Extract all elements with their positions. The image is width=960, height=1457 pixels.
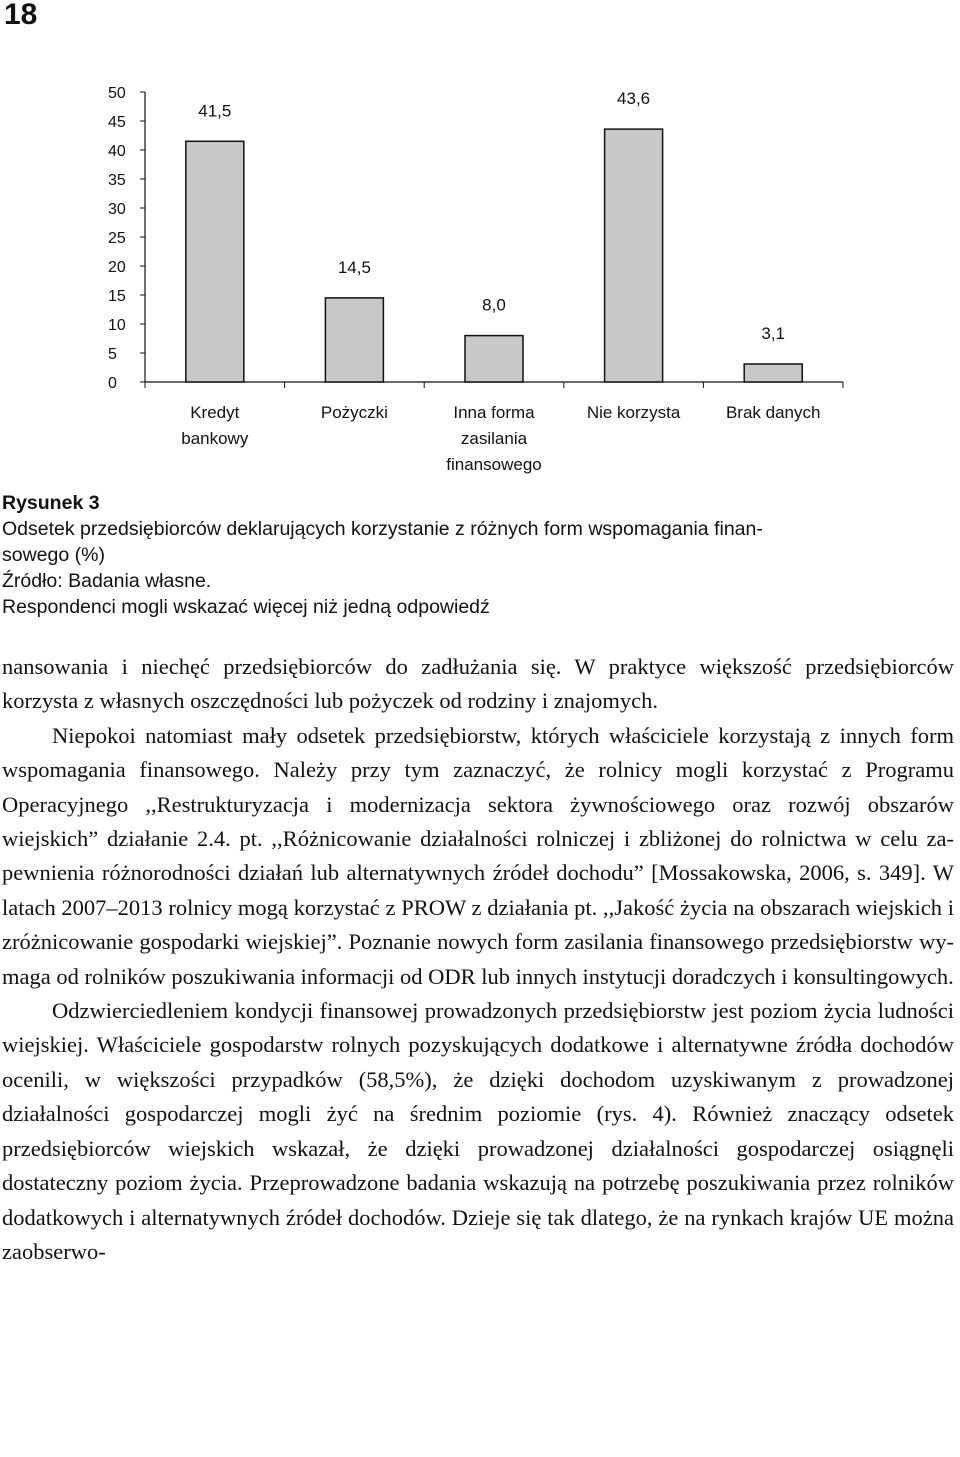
category-label-line: Inna forma bbox=[453, 403, 535, 422]
paragraph-3: Odzwierciedleniem kondycji finansowej prowadzonych przedsiębiorstw jest poziom życia ludności wiejskiej. Właściciele gospodarstw rolnych pozyskujących dodatkowe i alternatywne źródła dochodów ocenili, w większości przypadków (58,5%), że dzięki dochodom uzyskiwanym z prowadzonej działalności gospodarczej mogli żyć na średnim poziomie (rys. 4). Również znaczący odsetek przedsiębiorców wiejskich wskazał, że dzięki prowadzonej działalności gospodarczej osiągnęli dostateczny poziom życia. Przeprowadzone badania wskazują na potrzebę poszukiwania przez rolników dodatkowych i alternatywnych źródeł dochodów. Dzieje się tak dlatego, że na rynkach krajów UE można zaobserwo- bbox=[2, 998, 954, 1264]
figure-source: Źródło: Badania własne. bbox=[2, 570, 212, 592]
body-text bbox=[2, 650, 954, 1269]
category-label-line: bankowy bbox=[181, 429, 249, 448]
y-tick-label: 45 bbox=[108, 114, 126, 131]
bars bbox=[186, 129, 802, 382]
bar bbox=[744, 364, 802, 382]
category-label bbox=[587, 403, 681, 422]
figure-caption bbox=[2, 490, 952, 620]
value-label: 14,5 bbox=[337, 257, 371, 277]
y-tick-label: 50 bbox=[108, 85, 126, 102]
paragraph-1: nansowania i niechęć przedsiębiorców do zadłużania się. W praktyce większość przedsiębiorców korzysta z własnych oszczędności lub pożyczek od rodziny i znajomych. bbox=[2, 654, 954, 714]
bar bbox=[325, 298, 383, 382]
category-label-line: Nie korzysta bbox=[586, 403, 681, 422]
x-axis bbox=[145, 382, 843, 388]
category-label bbox=[321, 403, 388, 422]
category-label-line: Brak danych bbox=[725, 403, 821, 422]
y-tick-label: 5 bbox=[108, 346, 117, 363]
bar bbox=[465, 336, 523, 382]
figure-description-line1: Odsetek przedsiębiorców deklarujących korzystanie z różnych form wspomagania finan- bbox=[2, 518, 763, 540]
category-label-line: finansowego bbox=[446, 455, 542, 474]
value-label: 41,5 bbox=[198, 101, 232, 121]
category-label bbox=[446, 403, 541, 474]
category-labels bbox=[181, 403, 820, 474]
figure-note: Respondenci mogli wskazać więcej niż jedną odpowiedź bbox=[2, 596, 490, 618]
y-tick-label: 20 bbox=[108, 259, 126, 276]
figure-title: Rysunek 3 bbox=[2, 492, 100, 514]
y-tick-label: 0 bbox=[108, 375, 117, 392]
y-axis bbox=[108, 85, 145, 392]
category-label bbox=[726, 403, 821, 422]
y-tick-label: 25 bbox=[108, 230, 126, 247]
y-tick-label: 10 bbox=[108, 317, 126, 334]
y-tick-label: 30 bbox=[108, 201, 126, 218]
value-labels bbox=[198, 89, 785, 343]
y-tick-label: 40 bbox=[108, 143, 126, 160]
category-label bbox=[181, 403, 249, 448]
bar bbox=[186, 141, 244, 382]
paragraph-2: Niepokoi natomiast mały odsetek przedsiębiorstw, których właściciele korzystają z innych form wspomagania finansowego. Należy przy tym zaznaczyć, że rolnicy mogli korzystać z Programu Operacyjnego ,,Restrukturyzacja i modernizacja sektora żywnościowego oraz rozwój obszarów wiejskich” działanie 2.4. pt. ,,Różnicowanie działalności rolniczej i zbliżonej do rolnictwa w celu zapewnienia różnorodności działań lub alternatywnych źródeł dochodu” [Mossakowska, 2006, s. 349]. W latach 2007–2013 rolnicy mogą korzystać z PROW z działania pt. ,,Jakość życia na obszarach wiejskich i zróżnicowanie gospodarki wiejskiej”. Poznanie nowych form zasilania finansowego przedsiębiorstw wymaga od rolników poszukiwania informacji od ODR lub innych instytucji doradczych i konsultingowych. bbox=[2, 722, 954, 989]
bar-chart bbox=[0, 70, 960, 480]
category-label-line: Pożyczki bbox=[320, 403, 388, 422]
figure-description-line2: sowego (%) bbox=[2, 544, 105, 566]
y-tick-label: 35 bbox=[108, 172, 126, 189]
value-label: 3,1 bbox=[761, 324, 786, 344]
value-label: 8,0 bbox=[482, 295, 506, 315]
category-label-line: zasilania bbox=[460, 429, 528, 448]
page-number: 18 bbox=[4, 0, 38, 31]
y-tick-label: 15 bbox=[108, 288, 126, 305]
bar bbox=[605, 129, 663, 382]
value-label: 43,6 bbox=[617, 89, 651, 109]
category-label-line: Kredyt bbox=[190, 403, 240, 422]
